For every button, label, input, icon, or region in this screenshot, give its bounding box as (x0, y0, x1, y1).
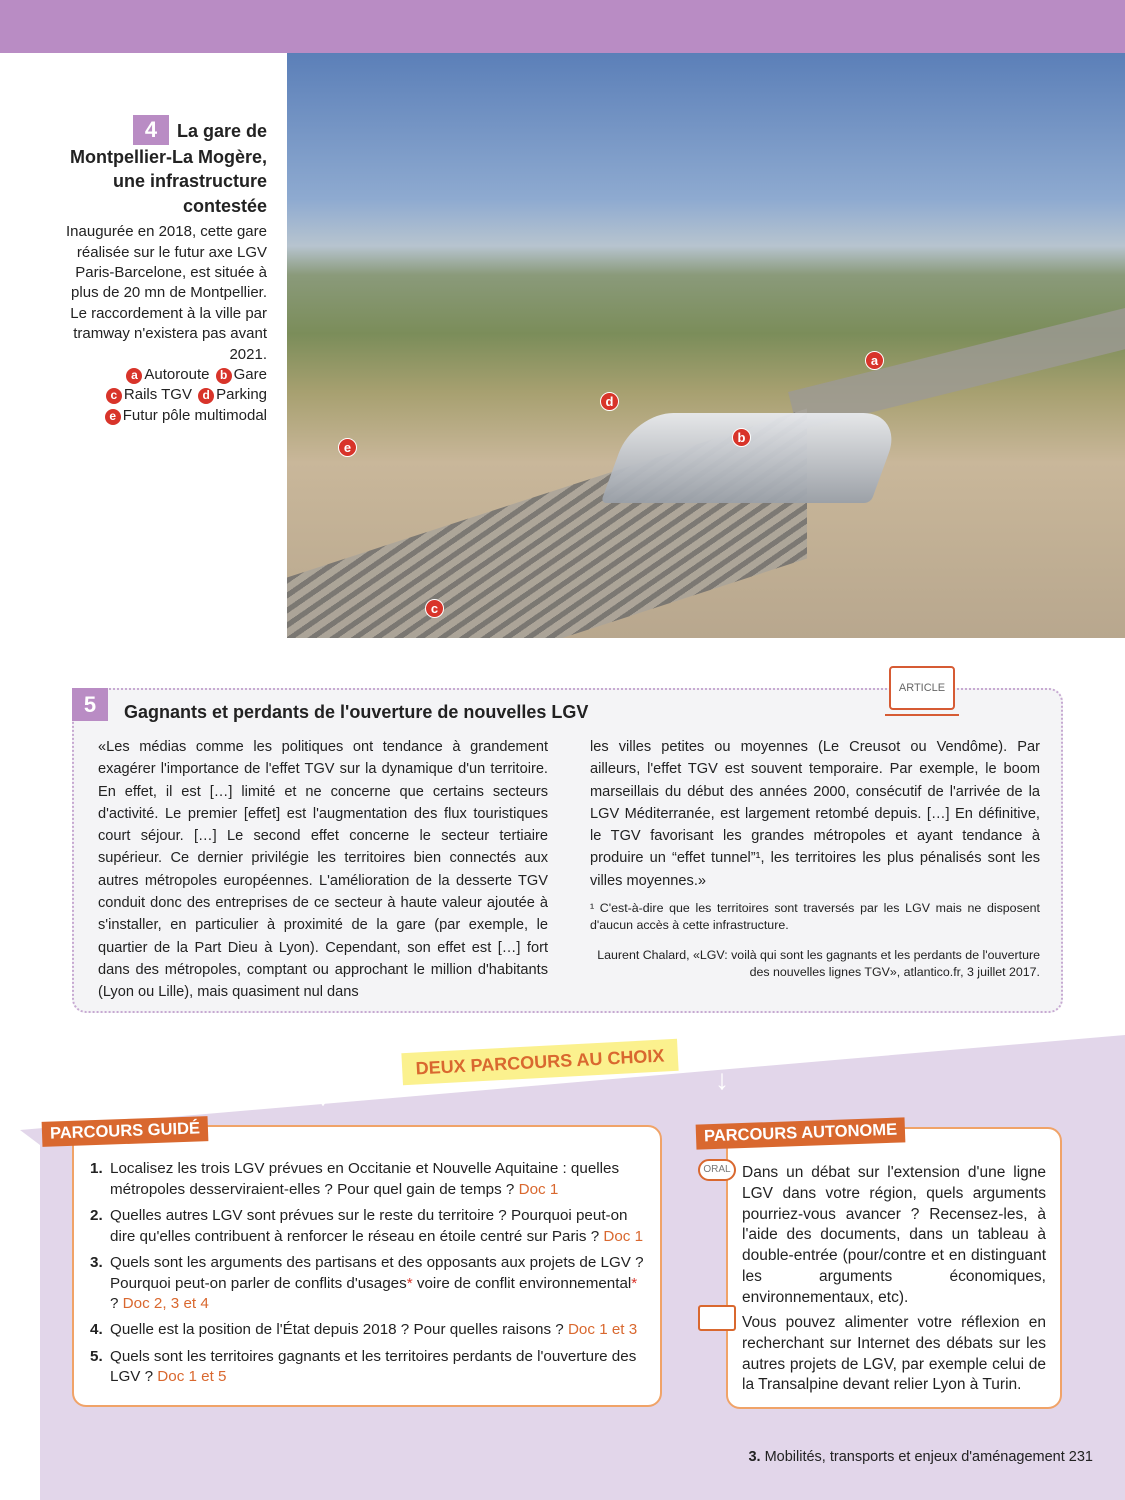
question (90, 1347, 646, 1388)
question (90, 1253, 646, 1315)
doc4-caption (60, 115, 267, 426)
question-number: 3. (90, 1253, 103, 1271)
glossary-star: * (406, 1274, 413, 1292)
article-text: les villes petites ou moyennes (Le Creusot ou Vendôme). Par ailleurs, l'effet TGV est souvent temporaire. Par exemple, le boom marseillais du début des années 2000, consécutif de l'arrivée de la LGV Méditerranée, est largement retombé depuis. […] En définitive, le TGV favorisant les grandes métropoles et ayant tendance à produire un “effet tunnel”¹, les territoires les plus pénalisés sont les villes moyennes.» (590, 739, 1040, 889)
choice-banner: DEUX PARCOURS AU CHOIX (401, 1039, 678, 1085)
question-text: Quels sont les territoires gagnants et les territoires perdants de l'ouverture des LGV ? (110, 1347, 637, 1386)
question-text: Quelles autres LGV sont prévues sur le reste du territoire ? Pourquoi peut-on dire qu'elles contribuent à renforcer le réseau en étoile centré sur Paris ? (110, 1206, 628, 1245)
question-number: 1. (90, 1160, 103, 1177)
photo-marker-d: d (600, 392, 619, 411)
photo-marker-e: e (338, 438, 357, 457)
legend-key: a (126, 368, 142, 384)
doc-ref: Doc 1 et 3 (567, 1321, 638, 1339)
question-number: 4. (90, 1321, 103, 1339)
legend-label: Gare (233, 366, 267, 384)
question-number: 5. (90, 1347, 103, 1365)
question-list (90, 1159, 646, 1394)
header-bar (0, 0, 1125, 53)
legend-label: Autoroute (144, 366, 210, 384)
aerial-photo-station (287, 53, 1125, 638)
page-footer (748, 1449, 1093, 1465)
legend-label: Parking (216, 386, 267, 404)
legend-label: Futur pôle multimodal (122, 406, 267, 424)
doc4-title: La gare de Montpellier-La Mogère, une infrastructure contestée (69, 121, 267, 216)
page-number: 231 (1068, 1449, 1093, 1465)
legend-label: Rails TGV (123, 386, 192, 404)
glossary-star: * (631, 1274, 638, 1292)
doc-ref: Doc 1 et 5 (157, 1368, 227, 1386)
doc-number: 4 (133, 115, 169, 145)
arrow-down-icon: ↓ (316, 1080, 330, 1111)
legend (60, 365, 267, 426)
question (90, 1159, 646, 1200)
legend-key: c (106, 388, 122, 404)
doc-ref: Doc 1 (518, 1180, 559, 1198)
arrow-down-icon: ↓ (715, 1064, 729, 1095)
question-text: voire de conflit environnemental (412, 1274, 632, 1292)
autonomous-path-label: PARCOURS AUTONOME (696, 1117, 906, 1149)
source: Laurent Chalard, «LGV: voilà qui sont les gagnants et les perdants de l'ouverture des nouvelles lignes TGV», atlantico.fr, 3 juillet 2017. (597, 948, 1040, 980)
guided-path-label: PARCOURS GUIDÉ (42, 1116, 209, 1147)
article-column-1: «Les médias comme les politiques ont tendance à grandement exagérer l'importance de l'effet TGV sur la dynamique d'un territoire. En effet, il est […] limité et ne concerne que certains secteurs d'activité. Le premier [effet] est l'augmentation des flux touristiques court séjour. […] Le second effet concerne le secteur tertiaire supérieur. Ce dernier privilégie les territoires bien connectés aux autres métropoles européennes. L'amélioration de la desserte TGV conduit donc des entreprises de ce secteur à haute valeur ajoutée à s'installer, en particulier à proximité de la gare (par exemple, le quartier de la Part Dieu à Lyon). Cependant, son effet est […] fort dans des métropoles, comptant ou approchant le million d'habitants (Lyon ou Lille), mais quasiment nul dans (98, 739, 548, 1001)
autonomous-path-box (703, 1120, 1062, 1409)
question (90, 1320, 646, 1341)
doc5-title: Gagnants et perdants de l'ouverture de nouvelles LGV (124, 702, 589, 722)
legend-key: e (105, 409, 121, 425)
photo-marker-c: c (425, 599, 444, 618)
question-text: Localisez les trois LGV prévues en Occitanie et Nouvelle Aquitaine : quelles métropoles desserviraient-elles ? Pour quel gain de temps ? (110, 1160, 620, 1198)
legend-key: d (198, 388, 214, 404)
doc4-text: Inaugurée en 2018, cette gare réalisée sur le futur axe LGV Paris-Barcelone, est située à plus de 20 mn de Montpellier. Le raccordement à la ville par tramway n'existera pas avant 2021. (66, 223, 267, 363)
photo-marker-a: a (865, 351, 884, 370)
computer-screen-icon (698, 1305, 736, 1331)
doc-ref: Doc 1 (603, 1227, 644, 1245)
question-text: ? (110, 1295, 123, 1313)
doc-ref: Doc 2, 3 et 4 (122, 1295, 209, 1313)
photo-highway (788, 295, 1125, 431)
question-text: Quelle est la position de l'État depuis 2018 ? Pour quelles raisons ? (110, 1321, 568, 1339)
question-text: Quels sont les arguments des partisans et des opposants aux projets de LGV ? Pourquoi peut-on parler de conflits d'usages (110, 1253, 644, 1292)
legend-key: b (216, 368, 232, 384)
question (90, 1206, 646, 1247)
chapter-number: 3. (748, 1449, 761, 1465)
article-badge: ARTICLE (889, 666, 955, 710)
doc-number: 5 (72, 688, 108, 721)
autonomous-hint: Vous pouvez alimenter votre réflexion en recherchant sur Internet des débats sur les autres projets de LGV, par exemple celui de la Transalpine devant relier Lyon à Turin. (742, 1314, 1046, 1394)
autonomous-task: Dans un débat sur l'extension d'une ligne LGV dans votre région, quels arguments pourriez-vous avancer ? Recensez-les, à l'aide des documents, dans un tableau à double-entrée (pour/contre et en distinguant les arguments économiques, environnementaux, etc). (742, 1164, 1046, 1306)
chapter-title: Mobilités, transports et enjeux d'aménagement (764, 1449, 1065, 1465)
article-column-2 (590, 736, 1040, 981)
question-number: 2. (90, 1206, 103, 1224)
guided-path-box (49, 1119, 662, 1407)
photo-station-roof (601, 413, 904, 503)
oral-speech-bubble-icon: ORAL (698, 1159, 736, 1181)
footnote: ¹ C'est-à-dire que les territoires sont traversés par les LGV mais ne disposent d'aucun accès à cette infrastructure. (590, 901, 1040, 932)
doc5-article (72, 682, 1063, 1013)
photo-marker-b: b (732, 428, 751, 447)
